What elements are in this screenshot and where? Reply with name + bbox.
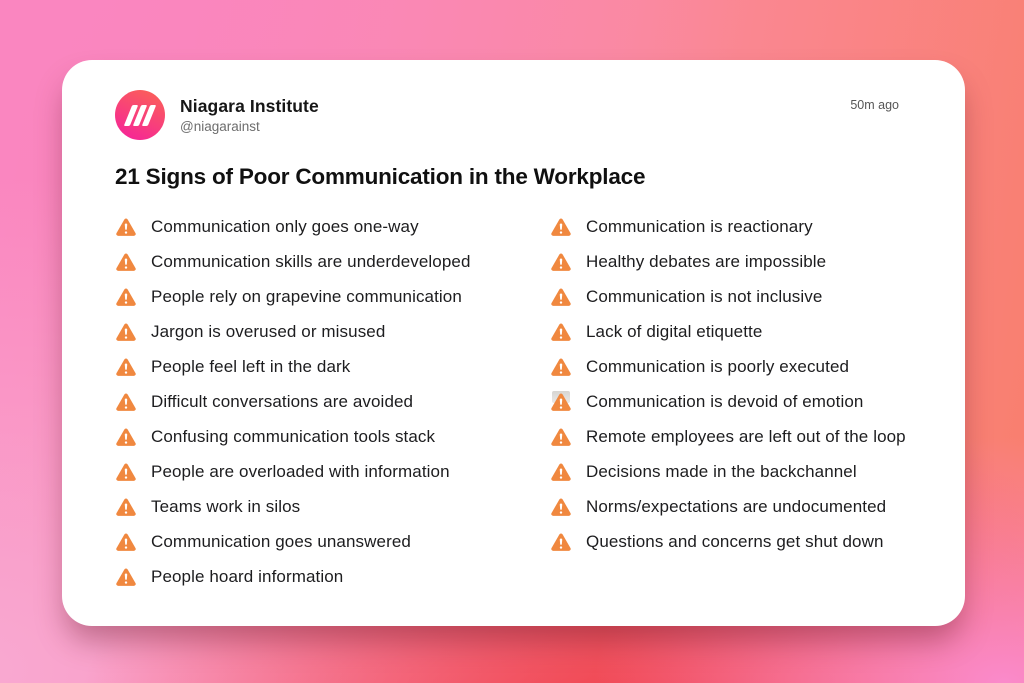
list-item-text: Jargon is overused or misused: [151, 321, 386, 341]
warning-icon: [115, 392, 137, 412]
list-item: [115, 349, 550, 384]
list-item: [115, 314, 550, 349]
author-name[interactable]: Niagara Institute: [180, 96, 319, 116]
list-item: [115, 524, 550, 559]
list-item-text: People feel left in the dark: [151, 356, 351, 376]
post-header: [115, 90, 941, 140]
list-item: [115, 489, 550, 524]
list-item-text: Communication is devoid of emotion: [586, 391, 864, 411]
warning-icon: [115, 462, 137, 482]
list-item-text: Lack of digital etiquette: [586, 321, 763, 341]
list-item: [550, 454, 941, 489]
signs-column-right: [550, 209, 941, 594]
list-item: [550, 419, 941, 454]
list-item: [550, 279, 941, 314]
warning-icon: [550, 427, 572, 447]
warning-icon: [550, 392, 572, 412]
post-title: 21 Signs of Poor Communication in the Workplace: [115, 164, 646, 189]
list-item: [115, 384, 550, 419]
warning-icon: [550, 287, 572, 307]
list-item-text: Remote employees are left out of the loop: [586, 426, 906, 446]
list-item: [550, 349, 941, 384]
warning-icon: [115, 217, 137, 237]
warning-icon: [550, 497, 572, 517]
list-item-text: Healthy debates are impossible: [586, 251, 827, 271]
niagara-institute-logo-icon: [115, 90, 165, 140]
post-card: [62, 60, 965, 626]
list-item-text: Questions and concerns get shut down: [586, 531, 884, 551]
warning-icon: [550, 252, 572, 272]
list-item: [115, 559, 550, 594]
list-item: [550, 209, 941, 244]
warning-icon: [115, 322, 137, 342]
list-item-text: Teams work in silos: [151, 496, 301, 516]
warning-icon: [550, 462, 572, 482]
list-item-text: Communication only goes one-way: [151, 216, 419, 236]
list-item: [550, 244, 941, 279]
warning-icon: [115, 427, 137, 447]
list-item: [550, 314, 941, 349]
list-item-text: Confusing communication tools stack: [151, 426, 436, 446]
list-item: [115, 244, 550, 279]
list-item-text: Communication is poorly executed: [586, 356, 850, 376]
list-item: [550, 489, 941, 524]
warning-icon: [115, 252, 137, 272]
list-item: [115, 454, 550, 489]
list-item-text: Communication is not inclusive: [586, 286, 823, 306]
timestamp: 50m ago: [850, 98, 899, 112]
list-item-text: Decisions made in the backchannel: [586, 461, 857, 481]
list-item-text: Communication goes unanswered: [151, 531, 411, 551]
list-item-text: People rely on grapevine communication: [151, 286, 462, 306]
warning-icon: [115, 357, 137, 377]
list-item: [115, 209, 550, 244]
warning-icon: [115, 567, 137, 587]
warning-icon: [115, 497, 137, 517]
list-item-text: People hoard information: [151, 566, 344, 586]
warning-icon: [550, 217, 572, 237]
warning-icon: [550, 532, 572, 552]
list-item-text: Norms/expectations are undocumented: [586, 496, 887, 516]
list-item: [550, 384, 941, 419]
list-item: [115, 279, 550, 314]
signs-list: [115, 209, 941, 594]
author-block: [180, 96, 319, 134]
list-item-text: Difficult conversations are avoided: [151, 391, 414, 411]
list-item-text: People are overloaded with information: [151, 461, 450, 481]
warning-icon: [115, 287, 137, 307]
list-item: [115, 419, 550, 454]
warning-icon: [550, 322, 572, 342]
warning-icon: [115, 532, 137, 552]
signs-column-left: [115, 209, 550, 594]
list-item-text: Communication skills are underdeveloped: [151, 251, 471, 271]
author-handle[interactable]: @niagarainst: [180, 119, 260, 134]
list-item: [550, 524, 941, 559]
warning-icon: [550, 357, 572, 377]
list-item-text: Communication is reactionary: [586, 216, 813, 236]
